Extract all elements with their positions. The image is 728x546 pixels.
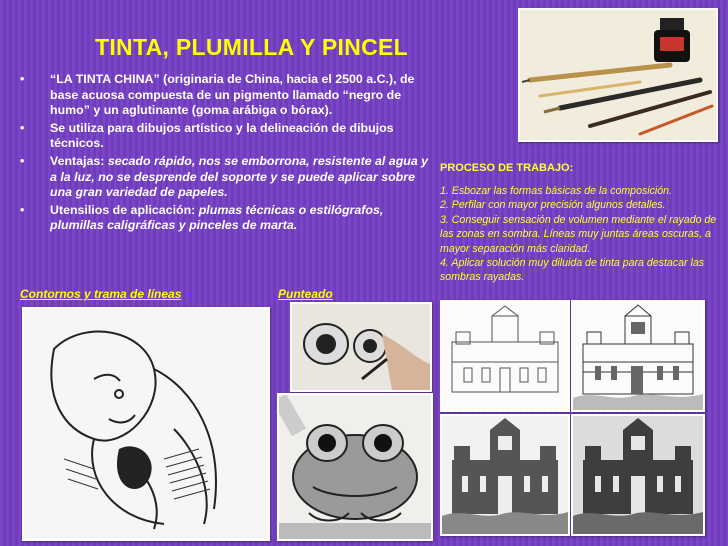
building-step-1-photo <box>440 300 570 412</box>
frog-sketch-image <box>292 304 430 390</box>
process-panel <box>440 162 725 285</box>
bullet-glyph: • <box>20 153 25 168</box>
building-step-4-photo <box>571 414 705 536</box>
bullet-text: Se utiliza para dibujos artístico y la delineación de dibujos técnicos. <box>50 120 394 151</box>
ink-tools-photo <box>518 8 718 142</box>
bullet-italic-text: plumas técnicas o estilógrafos, plumillas caligráficas y pinceles de marta. <box>50 202 384 233</box>
process-step: 3. Conseguir sensación de volumen mediante el rayado de las zonas en sombra. Líneas muy juntas áreas oscuras, a mayor separación más claridad. <box>440 213 717 255</box>
bullet-glyph: • <box>20 202 25 217</box>
process-heading: PROCESO DE TRABAJO: <box>440 162 574 174</box>
ink-tools-image <box>520 10 716 140</box>
bullet-item <box>18 121 436 152</box>
bullet-list <box>18 72 436 236</box>
frog-drawing-photo <box>277 393 433 541</box>
bullet-glyph: • <box>20 72 25 86</box>
label-contornos: Contornos y trama de líneas <box>20 287 182 301</box>
frog-stipple-image <box>279 395 431 539</box>
building-outline-image <box>442 302 568 410</box>
bullet-item <box>18 154 436 201</box>
bullet-item <box>18 203 436 234</box>
frog-pen-photo <box>290 302 432 392</box>
bullet-text: “LA TINTA CHINA” (originaria de China, hacia el 2500 a.C.), de base acuosa compuesta de un pigmento llamado “negro de humo” y un aglutinante (goma arábiga o bórax). <box>50 72 415 118</box>
building-washed-image <box>573 416 703 534</box>
process-step: 4. Aplicar solución muy diluida de tinta para destacar las sombras rayadas. <box>440 257 705 284</box>
process-step: 1. Esbozar las formas básicas de la composición. <box>440 185 672 197</box>
building-step-2-photo <box>571 300 705 412</box>
bullet-italic-text: secado rápido, nos se emborrona, resistente al agua y a la luz, no se desprende del soporte y se puede aplicar sobre una gran variedad de papeles. <box>50 153 429 200</box>
comic-drawing-image <box>24 309 268 539</box>
building-hatched-image <box>442 416 568 534</box>
bullet-lead: Ventajas: <box>50 153 108 168</box>
building-step-3-photo <box>440 414 570 536</box>
label-punteado: Punteado <box>278 287 333 301</box>
slide-title: TINTA, PLUMILLA Y PINCEL <box>95 34 409 60</box>
process-step: 2. Perfilar con mayor precisión algunos detalles. <box>440 199 666 212</box>
building-detailed-image <box>573 302 703 410</box>
process-steps <box>440 184 725 285</box>
bullet-glyph: • <box>20 120 25 135</box>
bullet-item <box>18 72 436 119</box>
bullet-lead: Utensilios de aplicación: <box>50 202 199 217</box>
line-drawing-photo <box>22 307 270 541</box>
